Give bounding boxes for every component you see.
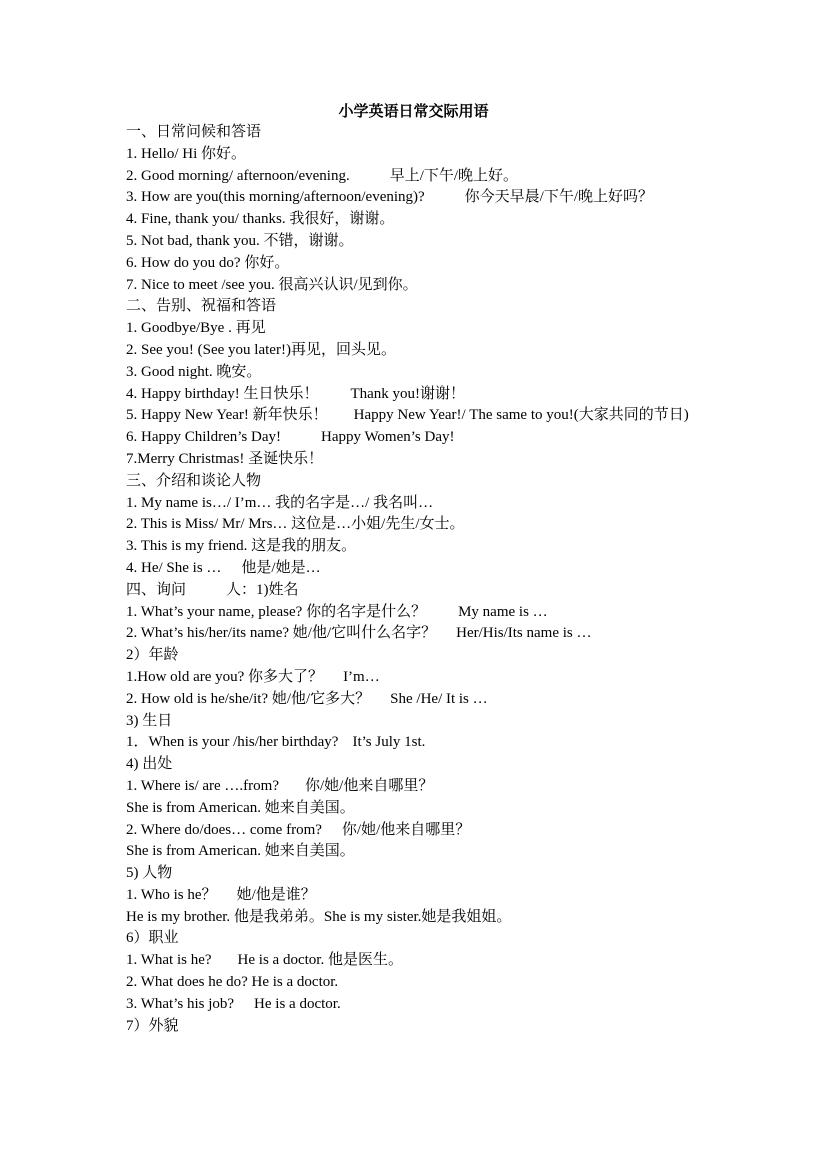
line-text: 4. Fine, thank you/ thanks. 我很好，谢谢。: [126, 211, 395, 228]
text-line: [126, 580, 706, 602]
text-line: [126, 950, 706, 972]
text-line: [126, 296, 706, 318]
line-text-secondary: Happy New Year!/ The same to you!(大家共同的节日): [353, 407, 689, 424]
line-text: 2）年龄: [126, 647, 179, 664]
text-line: [126, 275, 706, 297]
text-line: [126, 820, 706, 842]
line-text: 1. My name is…/ I’m… 我的名字是…/ 我名叫…: [126, 494, 434, 511]
line-text: 四、询问: [126, 581, 187, 598]
text-line: [126, 645, 706, 667]
line-text: 3. What’s his job?: [126, 995, 235, 1012]
line-text-secondary: She /He/ It is …: [390, 690, 488, 707]
text-line: [126, 885, 706, 907]
text-line: [126, 798, 706, 820]
line-text: 5) 人物: [126, 865, 173, 882]
line-text: 1. Hello/ Hi 你好。: [126, 145, 246, 162]
line-text-secondary: He is a doctor.: [254, 995, 341, 1012]
line-text-secondary: 你/她/他来自哪里？: [341, 821, 471, 838]
line-text: 一、日常问候和答语: [126, 124, 262, 140]
line-text: 6. How do you do? 你好。: [126, 254, 290, 271]
line-text: 2. Where do/does… come from?: [126, 821, 322, 838]
line-text: 7）外貌: [126, 1017, 179, 1034]
text-line: [126, 972, 706, 994]
text-line: [126, 209, 706, 231]
text-line: [126, 994, 706, 1016]
line-text-secondary: 他是/她是…: [241, 559, 321, 576]
text-line: [126, 449, 706, 471]
text-line: [126, 907, 706, 929]
line-text: 3. Good night. 晚安。: [126, 363, 262, 380]
text-line: [126, 602, 706, 624]
line-text: She is from American. 她来自美国。: [126, 799, 355, 816]
line-text-secondary: 她/他是谁？: [236, 886, 316, 903]
line-text: 2. This is Miss/ Mr/ Mrs… 这位是…小姐/先生/女士。: [126, 516, 465, 533]
line-text: 1. Who is he？: [126, 886, 217, 903]
text-line: [126, 427, 706, 449]
line-text: 2. Good morning/ afternoon/evening.: [126, 167, 350, 184]
line-text: 3) 生日: [126, 712, 173, 729]
line-text-secondary: 你今天早晨/下午/晚上好吗？: [464, 189, 654, 206]
line-text-secondary: 人：1)姓名: [226, 581, 299, 598]
line-text: 1. What is he?: [126, 952, 212, 969]
line-text: 2. What’s his/her/its name? 她/他/它叫什么名字？: [126, 625, 437, 642]
line-text: 4) 出处: [126, 756, 173, 773]
line-text: 2. See you! (See you later!)再见，回头见。: [126, 341, 396, 358]
phrase-list: [126, 122, 706, 1037]
text-line: [126, 493, 706, 515]
line-text: 三、介绍和谈论人物: [126, 472, 262, 489]
text-line: [126, 732, 706, 754]
line-text: 3. This is my friend. 这是我的朋友。: [126, 538, 357, 555]
text-line: [126, 754, 706, 776]
text-line: [126, 928, 706, 950]
text-line: [126, 863, 706, 885]
line-text-secondary: Happy Women’s Day!: [320, 429, 455, 446]
text-line: [126, 318, 706, 340]
text-line: [126, 340, 706, 362]
line-text: 7. Nice to meet /see you. 很高兴认识/见到你。: [126, 276, 418, 293]
text-line: [126, 122, 706, 144]
line-text-secondary: He is a doctor. 他是医生。: [237, 952, 403, 969]
text-line: [126, 776, 706, 798]
text-line: [126, 841, 706, 863]
text-line: [126, 384, 706, 406]
text-line: [126, 536, 706, 558]
line-text-secondary: 早上/下午/晚上好。: [389, 167, 519, 184]
text-line: [126, 558, 706, 580]
line-text-secondary: Her/His/Its name is …: [456, 625, 592, 642]
line-text: 7.Merry Christmas! 圣诞快乐！: [126, 450, 324, 467]
text-line: [126, 187, 706, 209]
text-line: [126, 362, 706, 384]
line-text: 1. Where is/ are ….from?: [126, 777, 279, 794]
text-line: [126, 166, 706, 188]
line-text-secondary: 你/她/他来自哪里？: [305, 777, 434, 794]
text-line: [126, 471, 706, 493]
line-text: 1. What’s your name, please? 你的名字是什么？: [126, 603, 427, 620]
text-line: [126, 144, 706, 166]
line-text: 6. Happy Children’s Day!: [126, 429, 281, 446]
line-text: 二、告别、祝福和答语: [126, 298, 277, 315]
line-text: 1．When is your /his/her birthday?: [126, 734, 339, 751]
line-text: 6）职业: [126, 930, 179, 947]
text-line: [126, 711, 706, 733]
text-line: [126, 689, 706, 711]
line-text: 3. How are you(this morning/afternoon/evening)?: [126, 189, 425, 206]
line-text: She is from American. 她来自美国。: [126, 843, 355, 860]
line-text-secondary: It’s July 1st.: [352, 734, 426, 751]
line-text: 4. He/ She is …: [126, 559, 222, 576]
text-line: [126, 667, 706, 689]
text-line: [126, 623, 706, 645]
line-text-secondary: My name is …: [458, 603, 548, 620]
line-text: 5. Happy New Year! 新年快乐！: [126, 407, 328, 424]
line-text: 4. Happy birthday! 生日快乐！: [126, 385, 319, 402]
line-text: 1. Goodbye/Bye . 再见: [126, 320, 266, 337]
text-line: [126, 253, 706, 275]
text-line: [126, 405, 706, 427]
line-text-secondary: I’m…: [343, 668, 380, 685]
text-line: [126, 514, 706, 536]
page-title: 小学英语日常交际用语: [338, 104, 489, 120]
text-line: [126, 231, 706, 253]
line-text-secondary: Thank you!谢谢！: [350, 385, 466, 402]
line-text: 1.How old are you? 你多大了？: [126, 668, 324, 685]
line-text: 2. How old is he/she/it? 她/他/它多大？: [126, 690, 371, 707]
line-text: 2. What does he do? He is a doctor.: [126, 974, 339, 991]
line-text: He is my brother. 他是我弟弟。She is my sister.她是我姐姐。: [126, 908, 512, 925]
text-line: [126, 1016, 706, 1038]
line-text: 5. Not bad, thank you. 不错，谢谢。: [126, 232, 354, 249]
